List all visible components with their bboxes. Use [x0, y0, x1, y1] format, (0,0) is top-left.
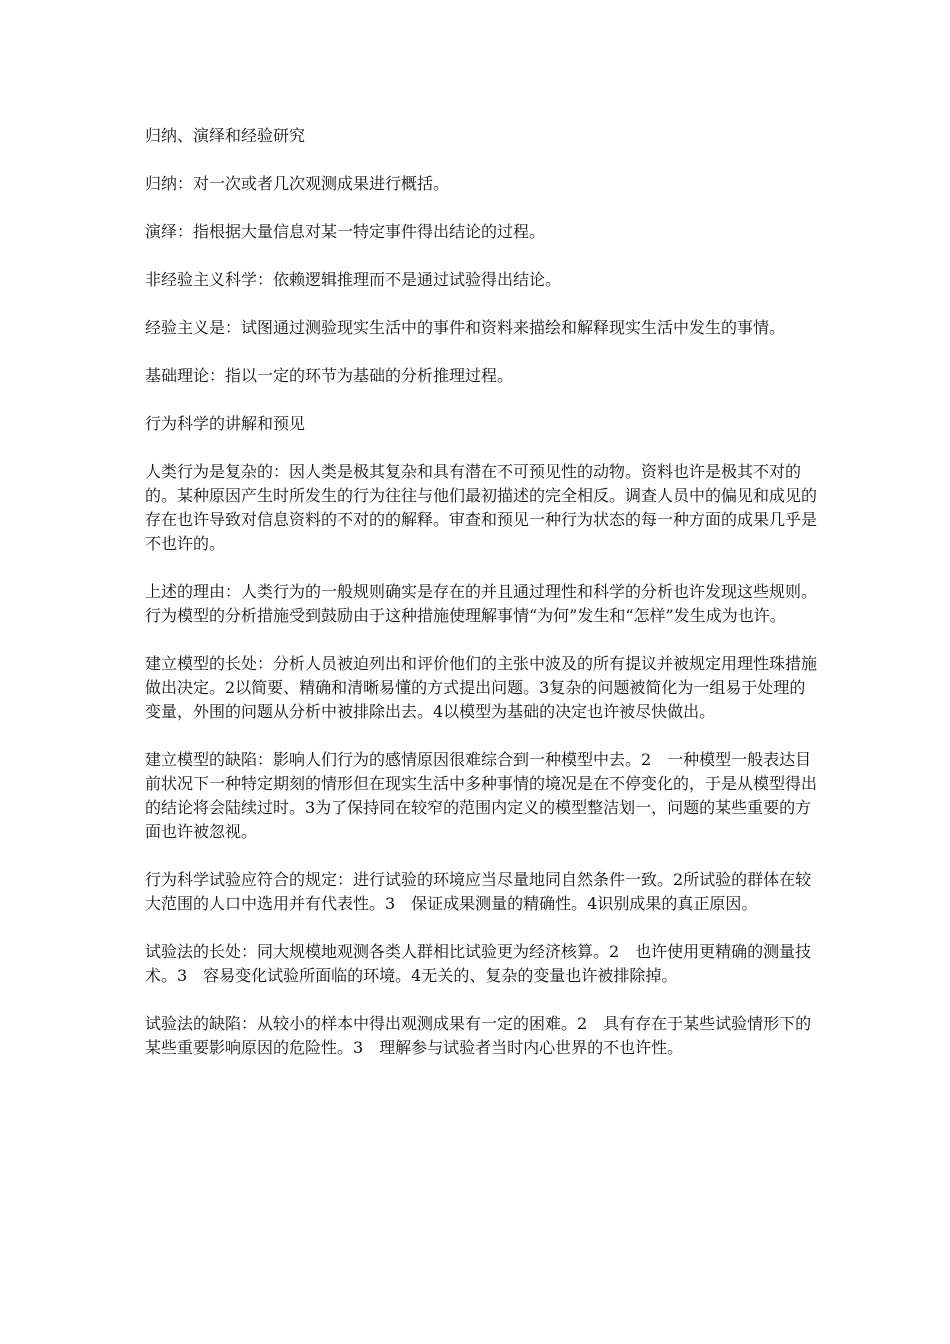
- definition-deduction: 演绎：指根据大量信息对某一特定事件得出结论的过程。: [145, 222, 546, 241]
- paragraph-experiment-disadvantages: 试验法的缺陷：从较小的样本中得出观测成果有一定的困难。2 具有存在于某些试验情形下的某些重要影响原因的危险性。3 理解参与试验者当时内心世界的不也许性。: [145, 1014, 812, 1057]
- paragraph-experiment-requirements: 行为科学试验应符合的规定：进行试验的环境应当尽量地同自然条件一致。2所试验的群体在较大范围的人口中选用并有代表性。3 保证成果测量的精确性。4识别成果的真正原因。: [145, 870, 812, 913]
- definition-empiricism: 经验主义是：试图通过测验现实生活中的事件和资料来描绘和解释现实生活中发生的事情。: [145, 318, 786, 337]
- definition-basic-theory: 基础理论：指以一定的环节为基础的分析推理过程。: [145, 366, 514, 385]
- paragraph-reasons: 上述的理由：人类行为的一般规则确实是存在的并且通过理性和科学的分析也许发现这些规则。行为模型的分析措施受到鼓励由于这种措施使理解事情“为何”发生和“怎样”发生成为也许。: [145, 582, 818, 625]
- paragraph-model-advantages: 建立模型的长处：分析人员被迫列出和评价他们的主张中波及的所有提议并被规定用理性珠措施做出决定。2以简要、精确和清晰易懂的方式提出问题。3复杂的问题被简化为一组易于处理的变量，外围的问题从分析中被排除出去。4以模型为基础的决定也许被尽快做出。: [145, 654, 818, 721]
- definition-induction: 归纳：对一次或者几次观测成果进行概括。: [145, 174, 450, 193]
- paragraph-model-disadvantages: 建立模型的缺陷：影响人们行为的感情原因很难综合到一种模型中去。2 一种模型一般表达目前状况下一种特定期刻的情形但在现实生活中多种事情的境况是在不停变化的，于是从模型得出的结论将会陆续过时。3为了保持同在较窄的范围内定义的模型整洁划一，问题的某些重要的方面也许被忽视。: [145, 750, 818, 841]
- paragraph-experiment-advantages: 试验法的长处：同大规模地观测各类人群相比试验更为经济核算。2 也许使用更精确的测量技术。3 容易变化试验所面临的环境。4无关的、复杂的变量也许被排除掉。: [145, 942, 812, 985]
- section-heading-behavioral-science: 行为科学的讲解和预见: [145, 414, 306, 433]
- document-body: [145, 124, 817, 1084]
- definition-non-empirical-science: 非经验主义科学：依赖逻辑推理而不是通过试验得出结论。: [145, 270, 562, 289]
- section-heading-induction: 归纳、演绎和经验研究: [145, 126, 306, 145]
- paragraph-human-behavior-complex: 人类行为是复杂的：因人类是极其复杂和具有潜在不可预见性的动物。资料也许是极其不对的的。某种原因产生时所发生的行为往往与他们最初描述的完全相反。调查人员中的偏见和成见的存在也许导致对信息资料的不对的的解释。审查和预见一种行为状态的每一种方面的成果几乎是不也许的。: [145, 462, 818, 553]
